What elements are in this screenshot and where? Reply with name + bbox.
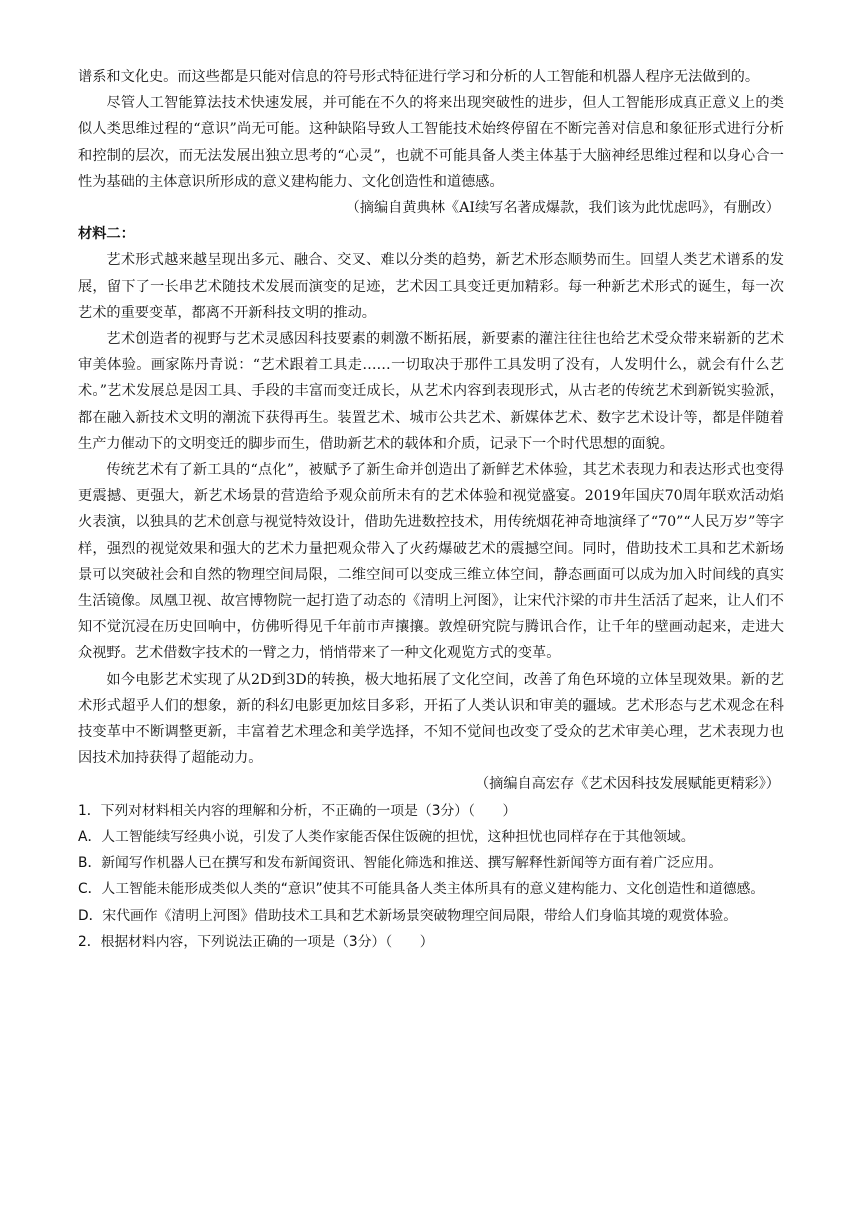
document-page <box>78 64 784 955</box>
question-stem: 1．下列对材料相关内容的理解和分析，不正确的一项是（3分）（ ） <box>78 802 517 819</box>
paragraph: 艺术形式越来越呈现出多元、融合、交叉、难以分类的趋势，新艺术形态顺势而生。回望人类艺术谱系的发展，留下了一长串艺术随技术发展而演变的足迹，艺术因工具变迁更加精彩。每一种新艺术形式的诞生，每一次艺术的重要变革，都离不开新科技文明的推动。 <box>78 252 784 321</box>
paragraph: 谱系和文化史。而这些都是只能对信息的符号形式特征进行学习和分析的人工智能和机器人程序无法做到的。 <box>78 69 760 85</box>
source-citation: （摘编自高宏存《艺术因科技发展赋能更精彩》） <box>474 776 780 793</box>
source-citation: （摘编自黄典林《AI续写名著成爆款，我们该为此忧虑吗》，有删改） <box>345 200 780 217</box>
question-option: B．新闻写作机器人已在撰写和发布新闻资讯、智能化筛选和推送、撰写解释性新闻等方面有着广泛应用。 <box>78 855 723 872</box>
paragraph: 艺术创造者的视野与艺术灵感因科技要素的刺激不断拓展，新要素的灌注往往也给艺术受众带来崭新的艺术审美体验。画家陈丹青说：“艺术跟着工具走……一切取决于那件工具发明了没有，人发明什么，就会有什么艺术。”艺术发展总是因工具、手段的丰富而变迁成长，从艺术内容到表现形式，从古老的传统艺术到新锐实验派，都在融入新技术文明的潮流下获得再生。装置艺术、城市公共艺术、新媒体艺术、数字艺术设计等，都是伴随着生产力催动下的文明变迁的脚步而生，借助新艺术的载体和介质，记录下一个时代思想的面貌。 <box>78 331 784 452</box>
paragraph: 如今电影艺术实现了从2D到3D的转换，极大地拓展了文化空间，改善了角色环境的立体呈现效果。新的艺术形式超乎人们的想象，新的科幻电影更加炫目多彩，开拓了人类认识和审美的疆域。艺术形态与艺术观念在科技变革中不断调整更新，丰富着艺术理念和美学选择，不知不觉间也改变了受众的艺术审美心理，艺术表现力也因技术加持获得了超能动力。 <box>78 671 784 767</box>
question-option: A．人工智能续写经典小说，引发了人类作家能否保住饭碗的担忧，这种担忧也同样存在于其他领域。 <box>78 828 695 845</box>
section-label: 材料二： <box>78 226 135 243</box>
paragraph: 尽管人工智能算法技术快速发展，并可能在不久的将来出现突破性的进步，但人工智能形成真正意义上的类似人类思维过程的“意识”尚无可能。这种缺陷导致人工智能技术始终停留在不断完善对信息和象征形式进行分析和控制的层次，而无法发展出独立思考的“心灵”，也就不可能具备人类主体基于大脑神经思维过程和以身心合一性为基础的主体意识所形成的意义建构能力、文化创造性和道德感。 <box>78 95 784 190</box>
question-stem: 2．根据材料内容，下列说法正确的一项是（3分）（ ） <box>78 933 434 950</box>
paragraph: 传统艺术有了新工具的“点化”，被赋予了新生命并创造出了新鲜艺术体验，其艺术表现力和表达形式也变得更震撼、更强大，新艺术场景的营造给予观众前所未有的艺术体验和视觉盛宴。2019年国庆70周年联欢活动焰火表演，以独具的艺术创意与视觉特效设计，借助先进数控技术，用传统烟花神奇地演绎了“70”“人民万岁”等字样，强烈的视觉效果和强大的艺术力量把观众带入了火药爆破艺术的震撼空间。同时，借助技术工具和艺术新场景可以突破社会和自然的物理空间局限，二维空间可以变成三维立体空间，静态画面可以成为加入时间线的真实生活镜像。凤凰卫视、故宫博物院一起打造了动态的《清明上河图》，让宋代汴梁的市井生活活了起来，让人们不知不觉沉浸在历史回响中，仿佛听得见千年前市声攘攘。敦煌研究院与腾讯合作，让千年的壁画动起来，走进大众视野。艺术借数字技术的一臂之力，悄悄带来了一种文化观览方式的变革。 <box>78 462 784 662</box>
question-option: C．人工智能未能形成类似人类的“意识”使其不可能具备人类主体所具有的意义建构能力、文化创造性和道德感。 <box>78 881 765 898</box>
question-option: D．宋代画作《清明上河图》借助技术工具和艺术新场景突破物理空间局限，带给人们身临其境的观赏体验。 <box>78 907 738 924</box>
